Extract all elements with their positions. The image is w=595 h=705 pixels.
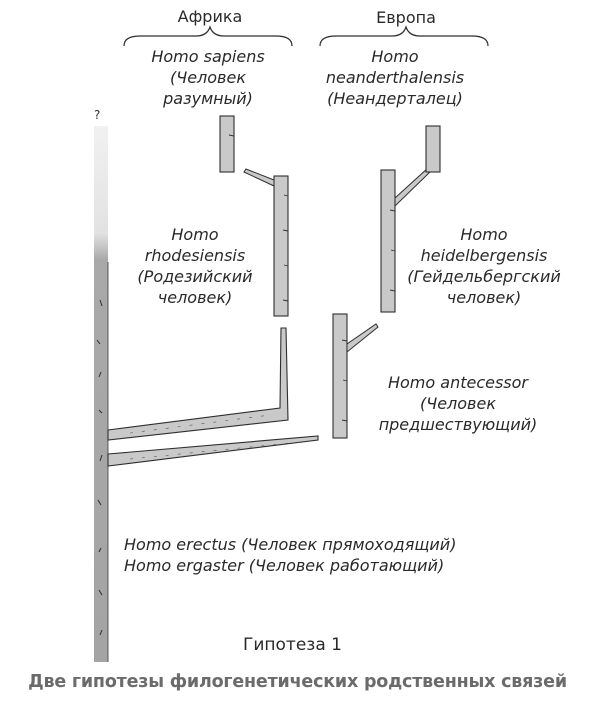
trunk-neanderthalensis bbox=[426, 126, 440, 172]
species-heidelbergensis-common-2: человек) bbox=[446, 288, 522, 307]
species-label-neanderthalensis bbox=[310, 46, 480, 109]
unknown-origin-marker: ? bbox=[94, 108, 101, 122]
species-rhodesiensis-name-1: Homo bbox=[171, 225, 219, 244]
region-label-africa: Африка bbox=[177, 7, 243, 26]
region-label-europe: Европа bbox=[376, 8, 436, 27]
species-antecessor-common-1: (Человек bbox=[419, 394, 496, 413]
species-rhodesiensis-common-2: человек) bbox=[157, 288, 233, 307]
twig-to-sapiens bbox=[244, 169, 274, 186]
branch-to-rhodesiensis bbox=[108, 328, 288, 440]
species-rhodesiensis-name-2: rhodesiensis bbox=[144, 246, 246, 265]
species-erectus-line-2: Homo ergaster (Человек работающий) bbox=[124, 556, 445, 575]
figure-caption: Две гипотезы филогенетических родственных связей bbox=[28, 672, 567, 692]
species-label-sapiens bbox=[128, 46, 288, 109]
species-antecessor-common-2: предшествующий) bbox=[378, 415, 538, 434]
trunk-erectus bbox=[94, 126, 108, 662]
trunk-sapiens bbox=[220, 116, 234, 172]
species-label-rhodesiensis bbox=[120, 224, 270, 308]
species-heidelbergensis-name-2: heidelbergensis bbox=[420, 246, 548, 265]
brace-europe bbox=[320, 27, 488, 46]
species-label-heidelbergensis bbox=[396, 224, 572, 308]
brace-africa bbox=[124, 27, 292, 46]
branch-to-antecessor bbox=[108, 436, 318, 466]
species-sapiens-common-1: (Человек bbox=[169, 68, 246, 87]
species-label-antecessor bbox=[370, 372, 546, 435]
species-neanderthalensis-common: (Неандерталец) bbox=[327, 89, 463, 108]
twig-to-heidelbergensis bbox=[347, 324, 378, 352]
species-heidelbergensis-name-1: Homo bbox=[460, 225, 508, 244]
twig-to-neanderthalensis bbox=[395, 168, 430, 206]
species-label-erectus bbox=[124, 534, 484, 576]
species-sapiens-name: Homo sapiens bbox=[151, 47, 265, 66]
species-neanderthalensis-name-1: Homo bbox=[371, 47, 419, 66]
species-antecessor-name: Homo antecessor bbox=[387, 373, 529, 392]
species-heidelbergensis-common-1: (Гейдельбергский bbox=[407, 267, 561, 286]
trunk-antecessor bbox=[333, 314, 347, 438]
species-sapiens-common-2: разумный) bbox=[163, 89, 253, 108]
species-erectus-line-1: Homo erectus (Человек прямоходящий) bbox=[124, 535, 457, 554]
hypothesis-label: Гипотеза 1 bbox=[243, 635, 342, 655]
trunk-rhodesiensis bbox=[274, 176, 288, 316]
species-neanderthalensis-name-2: neanderthalensis bbox=[325, 68, 465, 87]
species-rhodesiensis-common-1: (Родезийский bbox=[137, 267, 253, 286]
